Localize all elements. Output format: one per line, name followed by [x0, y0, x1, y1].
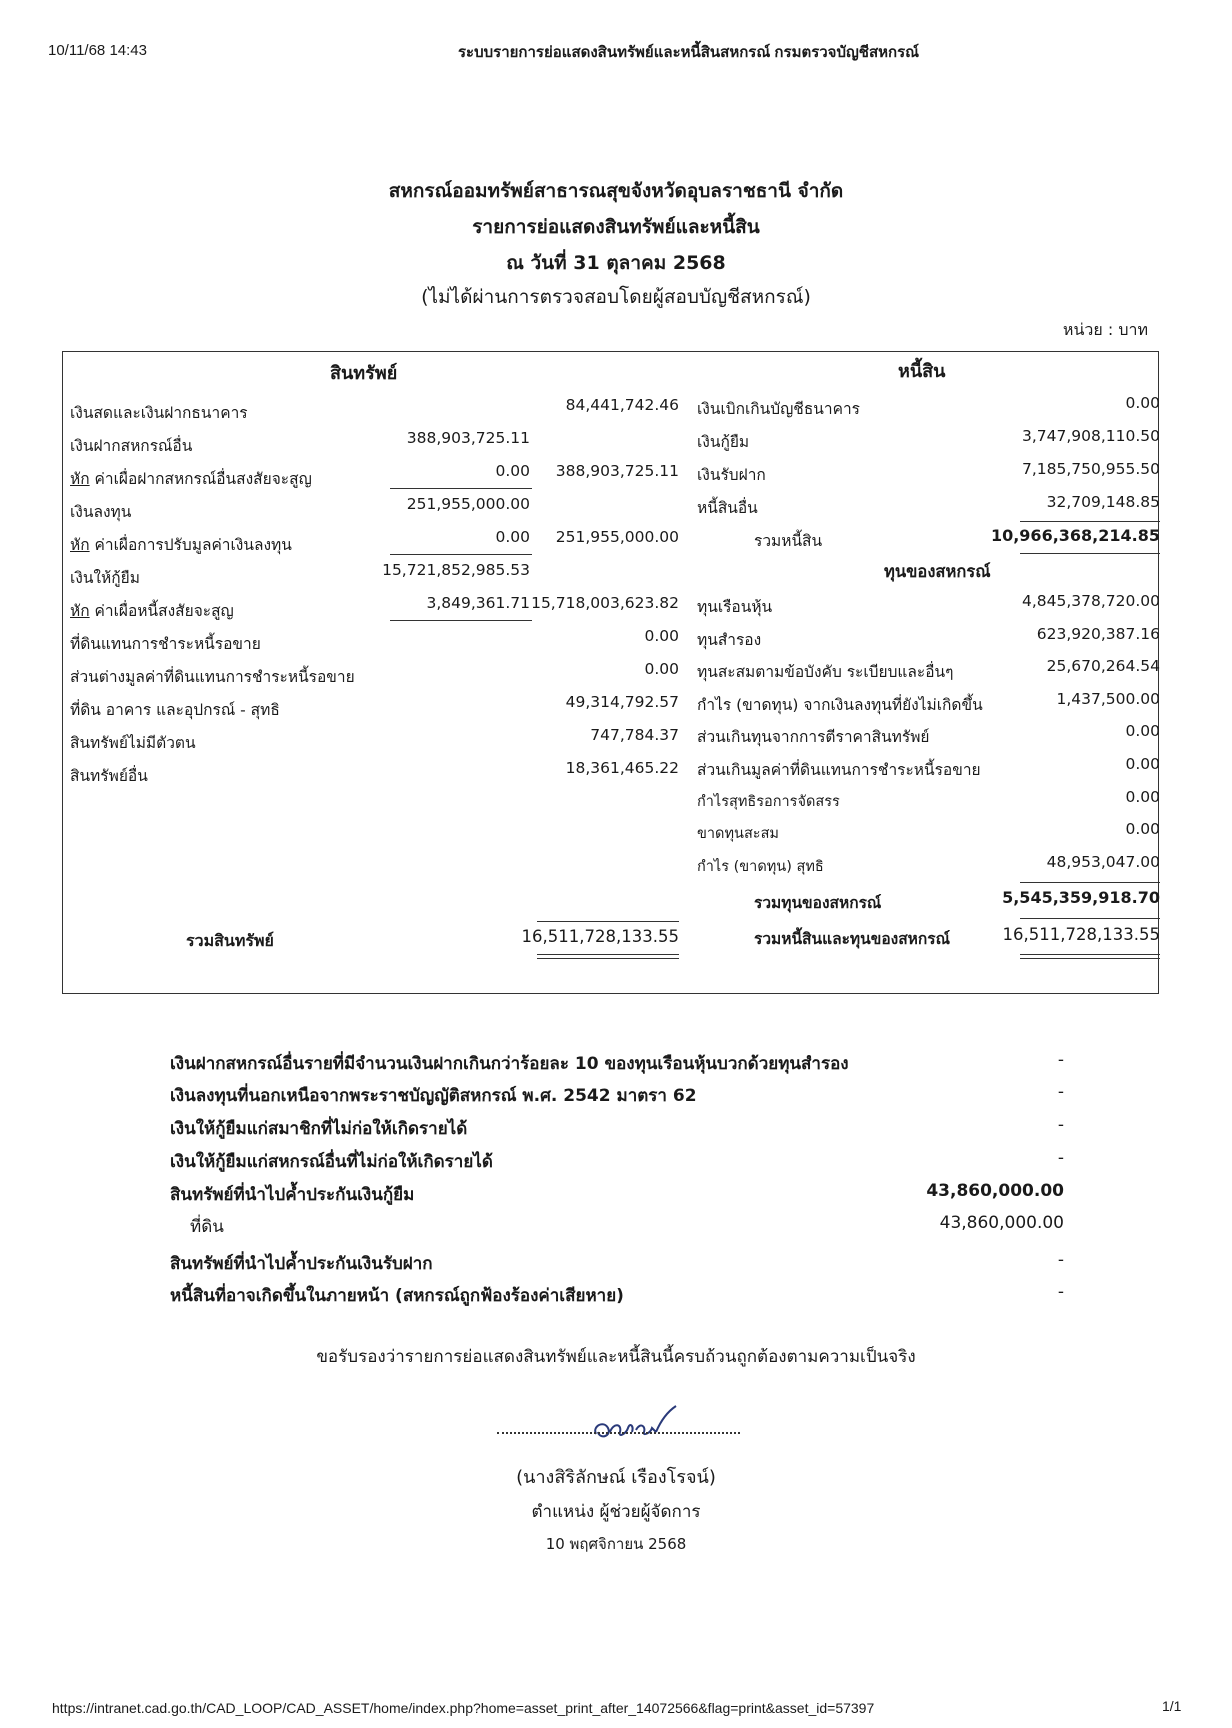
note-item-label: หนี้สินที่อาจเกิดขึ้นในภายหน้า (สหกรณ์ถูกฟ้องร้องค่าเสียหาย) — [170, 1286, 624, 1306]
asset-sub-value: 0.00 — [495, 528, 530, 546]
note-item-value: - — [1057, 1115, 1064, 1135]
note-item-label: ที่ดิน — [190, 1217, 224, 1237]
note-item-value: 43,860,000.00 — [926, 1181, 1064, 1201]
note-item-label: สินทรัพย์ที่นำไปค้ำประกันเงินรับฝาก — [170, 1254, 433, 1274]
double-rule — [1020, 954, 1160, 959]
liabilities-total-label: รวมหนี้สิน — [754, 532, 823, 550]
assets-heading: สินทรัพย์ — [330, 363, 398, 384]
asset-sub-value: 388,903,725.11 — [406, 429, 530, 447]
total-rule — [1020, 553, 1160, 554]
note-item-label: เงินให้กู้ยืมแก่สมาชิกที่ไม่ก่อให้เกิดรายได้ — [170, 1119, 468, 1139]
double-rule — [537, 954, 679, 959]
equity-heading: ทุนของสหกรณ์ — [884, 562, 991, 581]
total-rule — [537, 921, 679, 922]
organization-name: สหกรณ์ออมทรัพย์สาธารณสุขจังหวัดอุบลราชธานี จำกัด — [388, 180, 844, 202]
liability-row-label: เงินกู้ยืม — [697, 433, 750, 451]
signature-icon — [590, 1404, 680, 1444]
equity-total-value: 5,545,359,918.70 — [1002, 888, 1160, 907]
asset-row-label: เงินฝากสหกรณ์อื่น — [70, 437, 193, 455]
equity-row-value: 623,920,387.16 — [1036, 624, 1160, 643]
asset-net-value: 84,441,742.46 — [565, 396, 679, 414]
assets-total-label: รวมสินทรัพย์ — [186, 931, 274, 950]
grand-total-value: 16,511,728,133.55 — [1002, 925, 1160, 944]
asset-row-label — [70, 532, 292, 557]
print-datetime: 10/11/68 14:43 — [48, 42, 147, 59]
asset-row-label — [70, 466, 312, 491]
note-item-label: เงินลงทุนที่นอกเหนือจากพระราชบัญญัติสหกรณ์ พ.ศ. 2542 มาตรา 62 — [170, 1086, 697, 1106]
asset-net-value: 18,361,465.22 — [565, 759, 679, 777]
equity-row-value: 1,437,500.00 — [1056, 689, 1160, 708]
report-title: รายการย่อแสดงสินทรัพย์และหนี้สิน — [472, 216, 760, 238]
signer-name: (นางสิริลักษณ์ เรืองโรจน์) — [516, 1467, 716, 1488]
note-item-value: - — [1057, 1148, 1064, 1168]
total-rule — [1020, 918, 1160, 919]
equity-row-value: 4,845,378,720.00 — [1021, 592, 1160, 610]
asset-sub-value: 3,849,361.71 — [426, 594, 530, 612]
signed-date: 10 พฤศจิกายน 2568 — [545, 1535, 687, 1553]
equity-total-label: รวมทุนของสหกรณ์ — [754, 894, 882, 912]
note-item-value: - — [1057, 1050, 1064, 1070]
audit-note: (ไม่ได้ผ่านการตรวจสอบโดยผู้สอบบัญชีสหกรณ์) — [421, 286, 811, 308]
note-item-value: 43,860,000.00 — [939, 1213, 1064, 1233]
currency-unit: หน่วย : บาท — [1062, 320, 1148, 339]
page-url: https://intranet.cad.go.th/CAD_LOOP/CAD_ASSET/home/index.php?home=asset_print_after_14072566&flag=print&asset_id=57397 — [52, 1700, 875, 1716]
note-item-label: เงินให้กู้ยืมแก่สหกรณ์อื่นที่ไม่ก่อให้เกิดรายได้ — [170, 1152, 493, 1172]
asset-label-text: ค่าเผื่อฝากสหกรณ์อื่นสงสัยจะสูญ — [94, 470, 312, 488]
subtotal-rule — [390, 554, 532, 555]
asset-row-label: เงินสดและเงินฝากธนาคาร — [70, 404, 248, 422]
asset-row-label: สินทรัพย์อื่น — [70, 767, 148, 785]
liabilities-heading: หนี้สิน — [898, 361, 946, 382]
equity-row-label: ขาดทุนสะสม — [697, 826, 779, 843]
asset-row-label: เงินให้กู้ยืม — [70, 569, 140, 587]
equity-row-label: ทุนสะสมตามข้อบังคับ ระเบียบและอื่นๆ — [697, 663, 954, 682]
asset-sub-value: 251,955,000.00 — [406, 495, 530, 513]
liability-row-label: หนี้สินอื่น — [697, 499, 758, 517]
equity-row-label: กำไร (ขาดทุน) จากเงินลงทุนที่ยังไม่เกิดขึ้น — [697, 695, 983, 714]
note-item-value: - — [1057, 1282, 1064, 1302]
equity-row-value: 25,670,264.54 — [1046, 657, 1160, 676]
asset-sub-value: 0.00 — [495, 462, 530, 480]
equity-row-value: 0.00 — [1125, 755, 1160, 773]
equity-row-label: ทุนเรือนหุ้น — [697, 598, 773, 616]
liabilities-total-value: 10,966,368,214.85 — [990, 526, 1160, 545]
certification-statement: ขอรับรองว่ารายการย่อแสดงสินทรัพย์และหนี้สินนี้ครบถ้วนถูกต้องตามความเป็นจริง — [316, 1347, 916, 1367]
note-item-value: - — [1057, 1082, 1064, 1102]
note-item-label: สินทรัพย์ที่นำไปค้ำประกันเงินกู้ยืม — [170, 1185, 415, 1205]
deduct-marker: หัก — [70, 602, 90, 620]
report-date: ณ วันที่ 31 ตุลาคม 2568 — [506, 252, 726, 274]
signature-line — [497, 1432, 740, 1434]
system-title: ระบบรายการย่อแสดงสินทรัพย์และหนี้สินสหกรณ์ กรมตรวจบัญชีสหกรณ์ — [458, 44, 920, 61]
note-item-label: เงินฝากสหกรณ์อื่นรายที่มีจำนวนเงินฝากเกินกว่าร้อยละ 10 ของทุนเรือนหุ้นบวกด้วยทุนสำรอง — [170, 1054, 849, 1074]
equity-row-label: ส่วนเกินทุนจากการตีราคาสินทรัพย์ — [697, 728, 930, 747]
liability-row-value: 3,747,908,110.50 — [1021, 427, 1160, 445]
signer-position: ตำแหน่ง ผู้ช่วยผู้จัดการ — [531, 1502, 701, 1522]
liability-row-label: เงินรับฝาก — [697, 466, 766, 484]
asset-label-text: ค่าเผื่อการปรับมูลค่าเงินลงทุน — [94, 536, 292, 554]
asset-net-value: 15,718,003,623.82 — [531, 594, 679, 612]
equity-row-label: ทุนสำรอง — [697, 630, 762, 649]
asset-sub-value: 15,721,852,985.53 — [382, 561, 530, 579]
subtotal-rule — [390, 620, 532, 621]
assets-total-value: 16,511,728,133.55 — [521, 927, 679, 946]
asset-row-label: เงินลงทุน — [70, 503, 132, 521]
liability-row-label: เงินเบิกเกินบัญชีธนาคาร — [697, 400, 860, 418]
equity-row-value: 0.00 — [1125, 722, 1160, 741]
asset-net-value: 0.00 — [644, 660, 679, 678]
asset-row-label: ที่ดินแทนการชำระหนี้รอขาย — [70, 635, 261, 653]
asset-net-value: 388,903,725.11 — [555, 462, 679, 480]
equity-row-value: 0.00 — [1125, 787, 1160, 806]
asset-label-text: ค่าเผื่อหนี้สงสัยจะสูญ — [94, 602, 234, 620]
grand-total-label: รวมหนี้สินและทุนของสหกรณ์ — [754, 930, 950, 948]
liability-row-value: 7,185,750,955.50 — [1021, 460, 1160, 478]
page-number: 1/1 — [1162, 1698, 1182, 1714]
asset-net-value: 251,955,000.00 — [555, 528, 679, 546]
equity-row-label: ส่วนเกินมูลค่าที่ดินแทนการชำระหนี้รอขาย — [697, 761, 981, 779]
asset-row-label — [70, 598, 234, 623]
asset-row-label: สินทรัพย์ไม่มีตัวตน — [70, 734, 196, 752]
equity-row-value: 0.00 — [1125, 820, 1160, 839]
deduct-marker: หัก — [70, 470, 90, 488]
liability-row-value: 0.00 — [1125, 394, 1160, 412]
liability-row-value: 32,709,148.85 — [1046, 493, 1160, 511]
equity-row-label: กำไร (ขาดทุน) สุทธิ — [697, 858, 824, 875]
asset-net-value: 747,784.37 — [590, 726, 679, 744]
subtotal-rule — [1020, 882, 1160, 883]
note-item-value: - — [1057, 1250, 1064, 1270]
deduct-marker: หัก — [70, 536, 90, 554]
asset-net-value: 49,314,792.57 — [565, 693, 679, 711]
asset-row-label: ที่ดิน อาคาร และอุปกรณ์ - สุทธิ — [70, 701, 280, 719]
equity-row-value: 48,953,047.00 — [1046, 852, 1160, 871]
asset-row-label: ส่วนต่างมูลค่าที่ดินแทนการชำระหนี้รอขาย — [70, 668, 355, 686]
asset-net-value: 0.00 — [644, 627, 679, 645]
equity-row-label: กำไรสุทธิรอการจัดสรร — [697, 793, 840, 810]
subtotal-rule — [1020, 521, 1160, 522]
subtotal-rule — [390, 488, 532, 489]
